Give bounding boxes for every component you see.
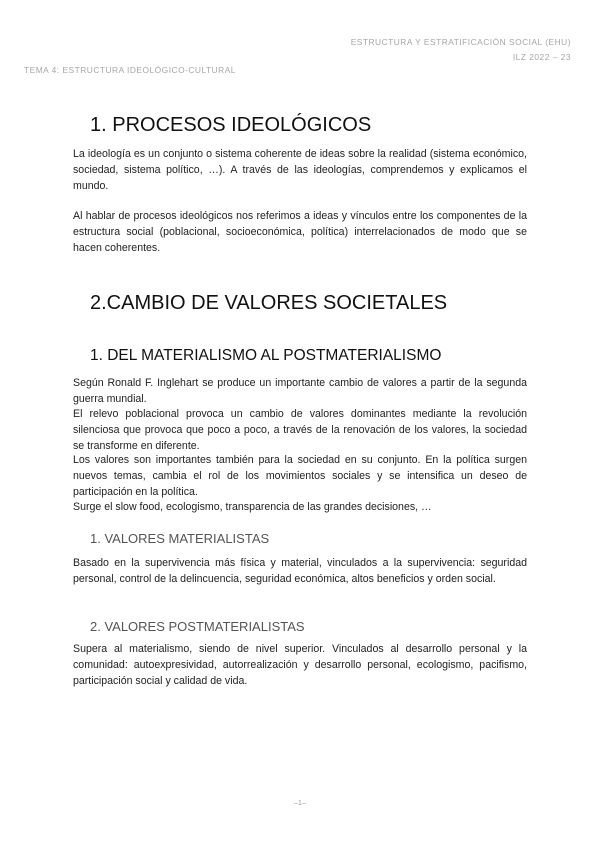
- subsection-1-paragraph-3: Los valores son importantes también para la sociedad en su conjunto. En la política surgen nuevos temas, cambia el rol de los movimientos sociales y se intensifica un deseo de participación en la política.: [73, 454, 527, 498]
- section-1-paragraph-1: La ideología es un conjunto o sistema coherente de ideas sobre la realidad (sistema económico, sociedad, sistema político, …). A través de las ideologías, comprendemos y explicamos el mundo.: [73, 148, 527, 192]
- section-1-title: 1. PROCESOS IDEOLÓGICOS: [90, 114, 372, 136]
- header-year: ILZ 2022 – 23: [512, 52, 571, 62]
- subsection-3-title: 2. VALORES POSTMATERIALISTAS: [90, 619, 305, 634]
- subsection-1-title: 1. DEL MATERIALISMO AL POSTMATERIALISMO: [90, 347, 442, 364]
- subsection-1-paragraph-1: Según Ronald F. Inglehart se produce un importante cambio de valores a partir de la segunda guerra mundial.: [73, 377, 527, 405]
- subsection-1-paragraph-4: Surge el slow food, ecologismo, transparencia de las grandes decisiones, …: [73, 501, 432, 513]
- subsection-2-title: 1. VALORES MATERIALISTAS: [90, 531, 270, 546]
- section-1-paragraph-2: Al hablar de procesos ideológicos nos referimos a ideas y vínculos entre los componentes de la estructura social (poblacional, socioeconómica, política) interrelacionados de modo que se hacen coherentes.: [73, 210, 527, 254]
- header-course: ESTRUCTURA Y ESTRATIFICACIÓN SOCIAL (EHU): [350, 37, 571, 47]
- subsection-2-paragraph-1: Basado en la supervivencia más física y material, vinculados a la supervivencia: seguridad personal, control de la delincuencia, seguridad económica, altos beneficios y orden social.: [73, 557, 527, 585]
- subsection-3-paragraph-1: Supera al materialismo, siendo de nivel superior. Vinculados al desarrollo personal y la comunidad: autoexpresividad, autorrealización y desarrollo personal, ecologismo, pacifismo, participación social y calidad de vida.: [73, 643, 527, 687]
- subsection-1-paragraph-2: El relevo poblacional provoca un cambio de valores dominantes mediante la revolución silenciosa que provoca que poco a poco, a través de la renovación de los valores, la sociedad se transforme en diferente.: [73, 408, 527, 452]
- header-topic: TEMA 4: ESTRUCTURA IDEOLÓGICO-CULTURAL: [24, 65, 236, 75]
- page-number: –1–: [294, 800, 306, 807]
- section-2-title: 2.CAMBIO DE VALORES SOCIETALES: [90, 292, 448, 314]
